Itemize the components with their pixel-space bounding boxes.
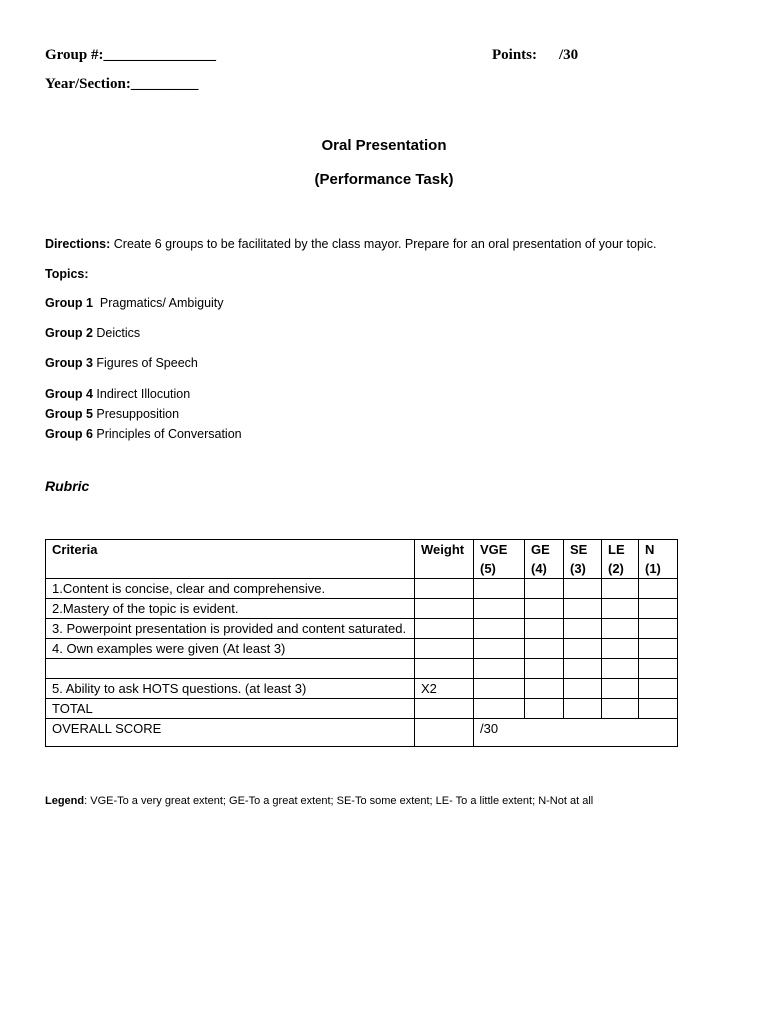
topic-group: Group 2 — [45, 326, 93, 340]
score-cell[interactable] — [564, 619, 602, 639]
se-header: SE (3) — [564, 540, 602, 579]
criteria-cell: 1.Content is concise, clear and comprehensive. — [46, 579, 415, 599]
group-number-field — [45, 47, 216, 64]
total-label: TOTAL — [46, 699, 415, 719]
score-cell[interactable] — [639, 679, 678, 699]
group-number-blank: _______________ — [103, 47, 216, 63]
score-cell[interactable] — [602, 639, 639, 659]
topic-item — [45, 407, 179, 421]
page-subtitle: (Performance Task) — [314, 171, 454, 188]
topic-item — [45, 427, 242, 441]
topic-item — [45, 326, 140, 340]
criteria-header: Criteria — [46, 540, 415, 579]
group-number-label: Group #: — [45, 47, 104, 63]
topic-group: Group 1 — [45, 296, 93, 310]
topic-group: Group 6 — [45, 427, 93, 441]
weight-cell[interactable] — [415, 579, 474, 599]
table-row — [46, 579, 678, 599]
points-value: /30 — [559, 47, 579, 63]
score-cell[interactable] — [564, 579, 602, 599]
points-label: Points: — [492, 47, 537, 63]
weight-cell[interactable] — [415, 599, 474, 619]
topic-name: Deictics — [92, 326, 141, 340]
score-cell[interactable] — [525, 639, 564, 659]
topic-group: Group 4 — [45, 387, 93, 401]
score-cell[interactable] — [639, 659, 678, 679]
score-cell[interactable] — [564, 659, 602, 679]
score-cell[interactable] — [564, 599, 602, 619]
rubric-heading: Rubric — [45, 478, 90, 494]
weight-header: Weight — [415, 540, 474, 579]
ge-header: GE (4) — [525, 540, 564, 579]
total-score-cell[interactable] — [564, 699, 602, 719]
weight-cell[interactable] — [415, 639, 474, 659]
score-cell[interactable] — [525, 679, 564, 699]
total-score-cell[interactable] — [639, 699, 678, 719]
score-cell[interactable] — [525, 659, 564, 679]
table-header-row — [46, 540, 678, 579]
directions — [45, 237, 656, 251]
n-header: N (1) — [639, 540, 678, 579]
legend-label: Legend — [45, 795, 85, 807]
weight-cell[interactable]: X2 — [415, 679, 474, 699]
score-cell[interactable] — [639, 639, 678, 659]
weight-cell[interactable] — [415, 659, 474, 679]
score-cell[interactable] — [474, 679, 525, 699]
table-row — [46, 599, 678, 619]
topic-name: Presupposition — [92, 407, 180, 421]
overall-score-row — [46, 719, 678, 747]
score-cell[interactable] — [602, 619, 639, 639]
score-cell[interactable] — [474, 659, 525, 679]
directions-label: Directions: — [45, 237, 111, 251]
table-row — [46, 679, 678, 699]
directions-text: Create 6 groups to be facilitated by the class mayor. Prepare for an oral presentation of your topic. — [110, 237, 657, 251]
criteria-cell — [46, 659, 415, 679]
total-row — [46, 699, 678, 719]
year-section-field — [45, 76, 198, 93]
criteria-cell: 2.Mastery of the topic is evident. — [46, 599, 415, 619]
table-row — [46, 619, 678, 639]
topic-group: Group 3 — [45, 356, 93, 370]
overall-weight-cell[interactable] — [415, 719, 474, 747]
year-section-label: Year/Section: — [45, 76, 131, 92]
total-weight-cell[interactable] — [415, 699, 474, 719]
score-cell[interactable] — [525, 599, 564, 619]
criteria-cell: 4. Own examples were given (At least 3) — [46, 639, 415, 659]
legend-text: : VGE-To a very great extent; GE-To a great extent; SE-To some extent; LE- To a little extent; N-Not at all — [84, 795, 594, 807]
topic-group: Group 5 — [45, 407, 93, 421]
score-cell[interactable] — [474, 639, 525, 659]
topic-name: Figures of Speech — [92, 356, 198, 370]
criteria-cell: 3. Powerpoint presentation is provided and content saturated. — [46, 619, 415, 639]
score-cell[interactable] — [474, 599, 525, 619]
topic-name: Indirect Illocution — [92, 387, 191, 401]
score-cell[interactable] — [474, 579, 525, 599]
total-score-cell[interactable] — [525, 699, 564, 719]
le-header: LE (2) — [602, 540, 639, 579]
topic-name: Principles of Conversation — [92, 427, 242, 441]
vge-header: VGE (5) — [474, 540, 525, 579]
score-cell[interactable] — [639, 579, 678, 599]
points-field — [492, 47, 578, 64]
table-row — [46, 639, 678, 659]
score-cell[interactable] — [564, 639, 602, 659]
total-score-cell[interactable] — [602, 699, 639, 719]
score-cell[interactable] — [602, 599, 639, 619]
legend — [45, 795, 593, 807]
score-cell[interactable] — [474, 619, 525, 639]
topic-name: Pragmatics/ Ambiguity — [92, 296, 224, 310]
score-cell[interactable] — [525, 619, 564, 639]
topic-item — [45, 356, 198, 370]
rubric-table — [45, 539, 678, 747]
table-row — [46, 659, 678, 679]
overall-score-value[interactable]: /30 — [474, 719, 678, 747]
topics-label-text: Topics: — [45, 267, 89, 281]
score-cell[interactable] — [639, 599, 678, 619]
weight-cell[interactable] — [415, 619, 474, 639]
total-score-cell[interactable] — [474, 699, 525, 719]
score-cell[interactable] — [602, 679, 639, 699]
score-cell[interactable] — [602, 659, 639, 679]
score-cell[interactable] — [525, 579, 564, 599]
year-section-blank: _________ — [130, 76, 199, 92]
overall-score-label: OVERALL SCORE — [46, 719, 415, 747]
score-cell[interactable] — [602, 579, 639, 599]
topic-item — [45, 296, 224, 310]
topic-item — [45, 387, 190, 401]
score-cell[interactable] — [639, 619, 678, 639]
criteria-cell: 5. Ability to ask HOTS questions. (at least 3) — [46, 679, 415, 699]
page-title: Oral Presentation — [321, 137, 447, 154]
score-cell[interactable] — [564, 679, 602, 699]
topics-label — [45, 267, 89, 281]
